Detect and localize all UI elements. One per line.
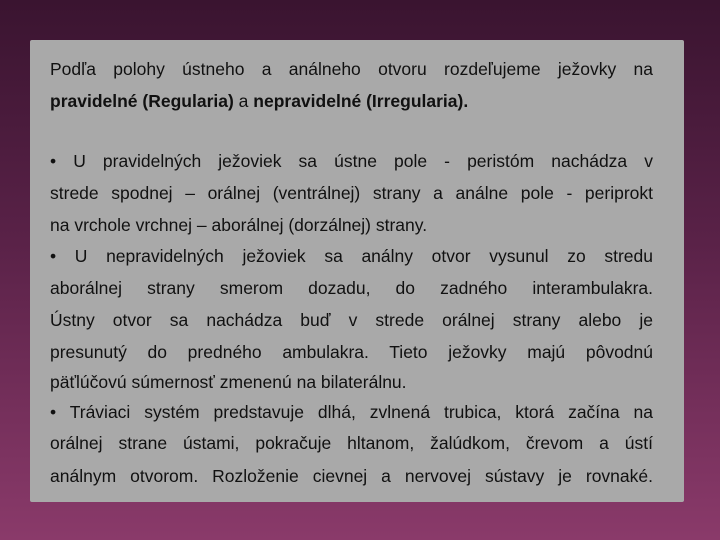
bullet-2-line-2: aborálnej strany smerom dozadu, do zadného interambulakra. — [50, 278, 653, 298]
bullet-2-line-3: Ústny otvor sa nachádza buď v strede orálnej strany alebo je — [50, 310, 653, 330]
bullet-1-line-2: strede spodnej – orálnej (ventrálnej) strany a análne pole - periprokt — [50, 183, 653, 203]
bullet-3-line-1: • Tráviaci systém predstavuje dlhá, zvlnená trubica, ktorá začína na — [50, 402, 653, 422]
bullet-3-line-2: orálnej strane ústami, pokračuje hltanom, žalúdkom, črevom a ústí — [50, 433, 653, 453]
bullet-2-line-5: päťlúčovú súmernosť zmenenú na bilaterálnu. — [50, 372, 407, 392]
bullet-2-line-1: • U nepravidelných ježoviek sa análny otvor vysunul zo stredu — [50, 246, 653, 266]
bullet-1-line-1: • U pravidelných ježoviek sa ústne pole - peristóm nachádza v — [50, 151, 653, 171]
intro-line-2 — [50, 90, 653, 112]
intro-conjunction: a — [233, 91, 254, 111]
bullet-2-line-4: presunutý do predného ambulakra. Tieto ježovky majú pôvodnú — [50, 342, 653, 362]
bullet-1-line-3: na vrchole vrchnej – aborálnej (dorzálnej) strany. — [50, 215, 428, 235]
intro-line-1: Podľa polohy ústneho a análneho otvoru rozdeľujeme ježovky na — [50, 59, 653, 79]
term-irregularia: nepravidelné (Irregularia). — [253, 91, 469, 111]
bullet-3-line-3: análnym otvorom. Rozloženie cievnej a nervovej sústavy je rovnaké. — [50, 466, 653, 486]
term-regularia: pravidelné (Regularia) — [50, 91, 234, 111]
